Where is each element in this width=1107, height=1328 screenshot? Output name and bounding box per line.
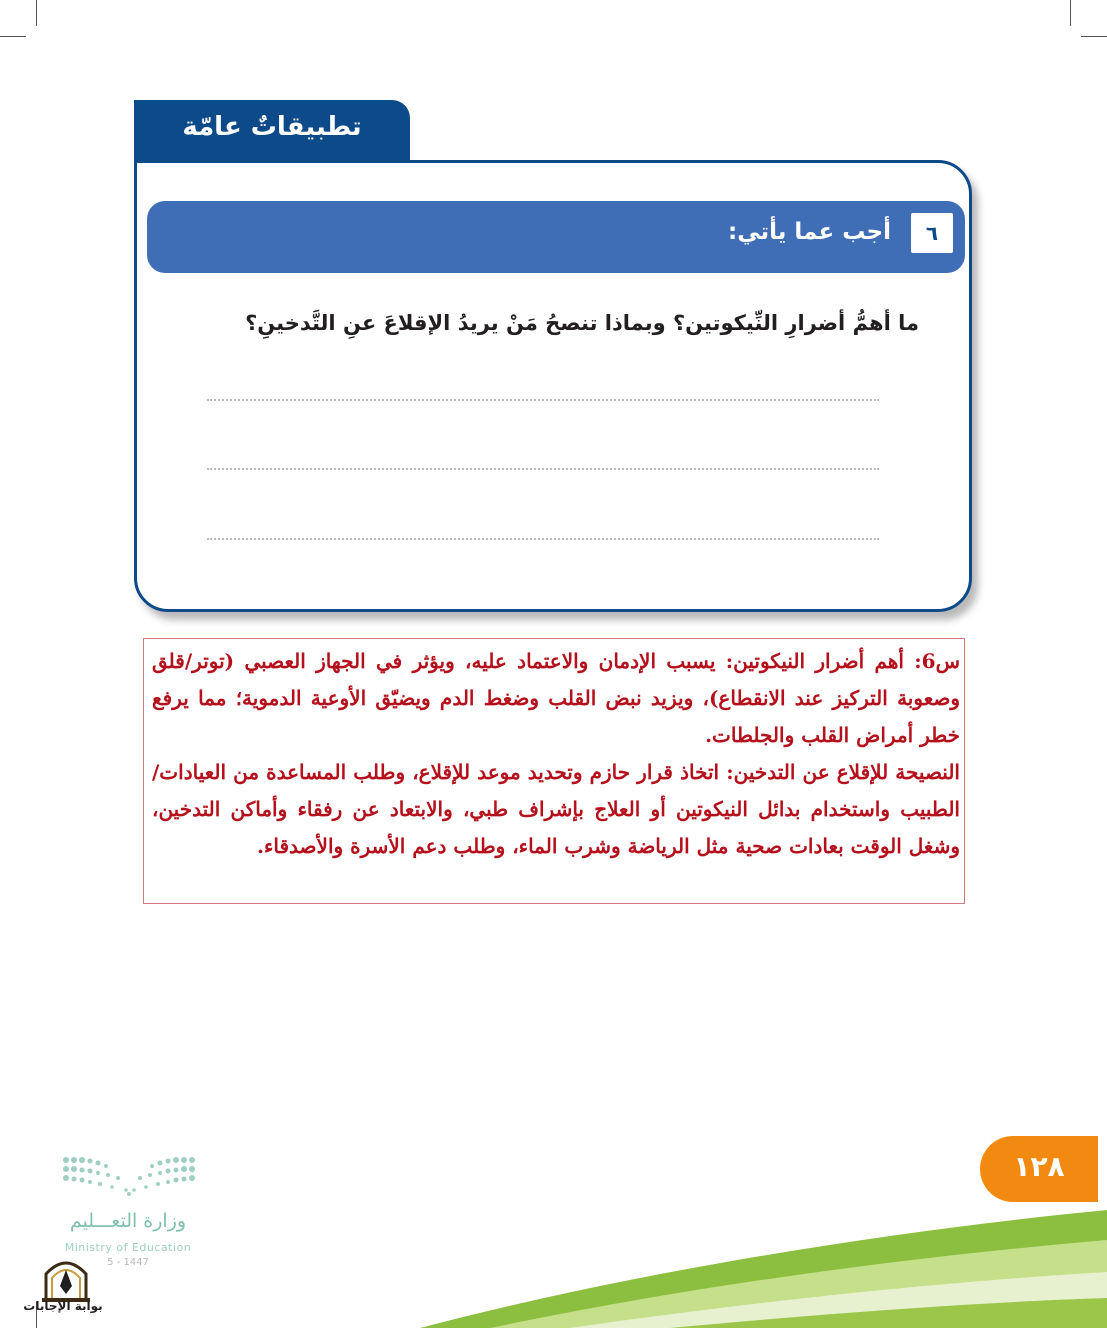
answer-line — [207, 468, 879, 470]
ministry-name-english: Ministry of Education — [64, 1241, 192, 1254]
section-title: تطبيقاتٌ عامّة — [182, 112, 362, 142]
question-number-badge: ٦ — [911, 213, 953, 253]
answer-line — [207, 399, 879, 401]
question-instruction: أجب عما يأتي: — [728, 219, 891, 245]
page-number-tab — [980, 1136, 1098, 1202]
section-tab — [134, 100, 410, 164]
crop-mark — [1070, 0, 1071, 26]
page-number: ١٢٨ — [1013, 1150, 1065, 1183]
crop-mark — [1081, 36, 1107, 37]
question-text: ما أهمُّ أضرارِ النِّيكوتين؟ وبماذا تنصحُ مَنْ يريدُ الإقلاعَ عنِ التَّدخينِ؟ — [245, 311, 919, 335]
crop-mark — [0, 36, 26, 37]
decorative-wave — [420, 1210, 1107, 1328]
crop-mark — [36, 0, 37, 26]
answer-paragraph: النصيحة للإقلاع عن التدخين: اتخاذ قرار حازم وتحديد موعد للإقلاع، وطلب المساعدة من العيادات/الطبيب واستخدام بدائل النيكوتين أو العلاج بإشراف طبي، والابتعاد عن رفقاء وأماكن التدخين، وشغل الوقت بعادات صحية مثل الرياضة وشرب الماء، وطلب دعم الأسرة والأصدقاء. — [152, 760, 960, 858]
ministry-name-arabic: وزارة التعـــليم — [69, 1210, 187, 1232]
exercise-card — [134, 160, 972, 612]
answer-box — [143, 638, 965, 904]
question-header-bar — [147, 201, 965, 273]
answer-paragraph: س6: أهم أضرار النيكوتين: يسبب الإدمان والاعتماد عليه، ويؤثر في الجهاز العصبي (توتر/قلق وصعوبة التركيز عند الانقطاع)، ويزيد نبض القلب وضغط الدم ويضيّق الأوعية الدموية؛ مما يرفع خطر أمراض القلب والجلطات. — [152, 649, 960, 747]
answer-line — [207, 538, 879, 540]
portal-logo-icon — [28, 1252, 104, 1324]
portal-label: بوابة الإجابات — [23, 1299, 103, 1313]
ministry-year: 5 - 1447 — [107, 1257, 149, 1268]
